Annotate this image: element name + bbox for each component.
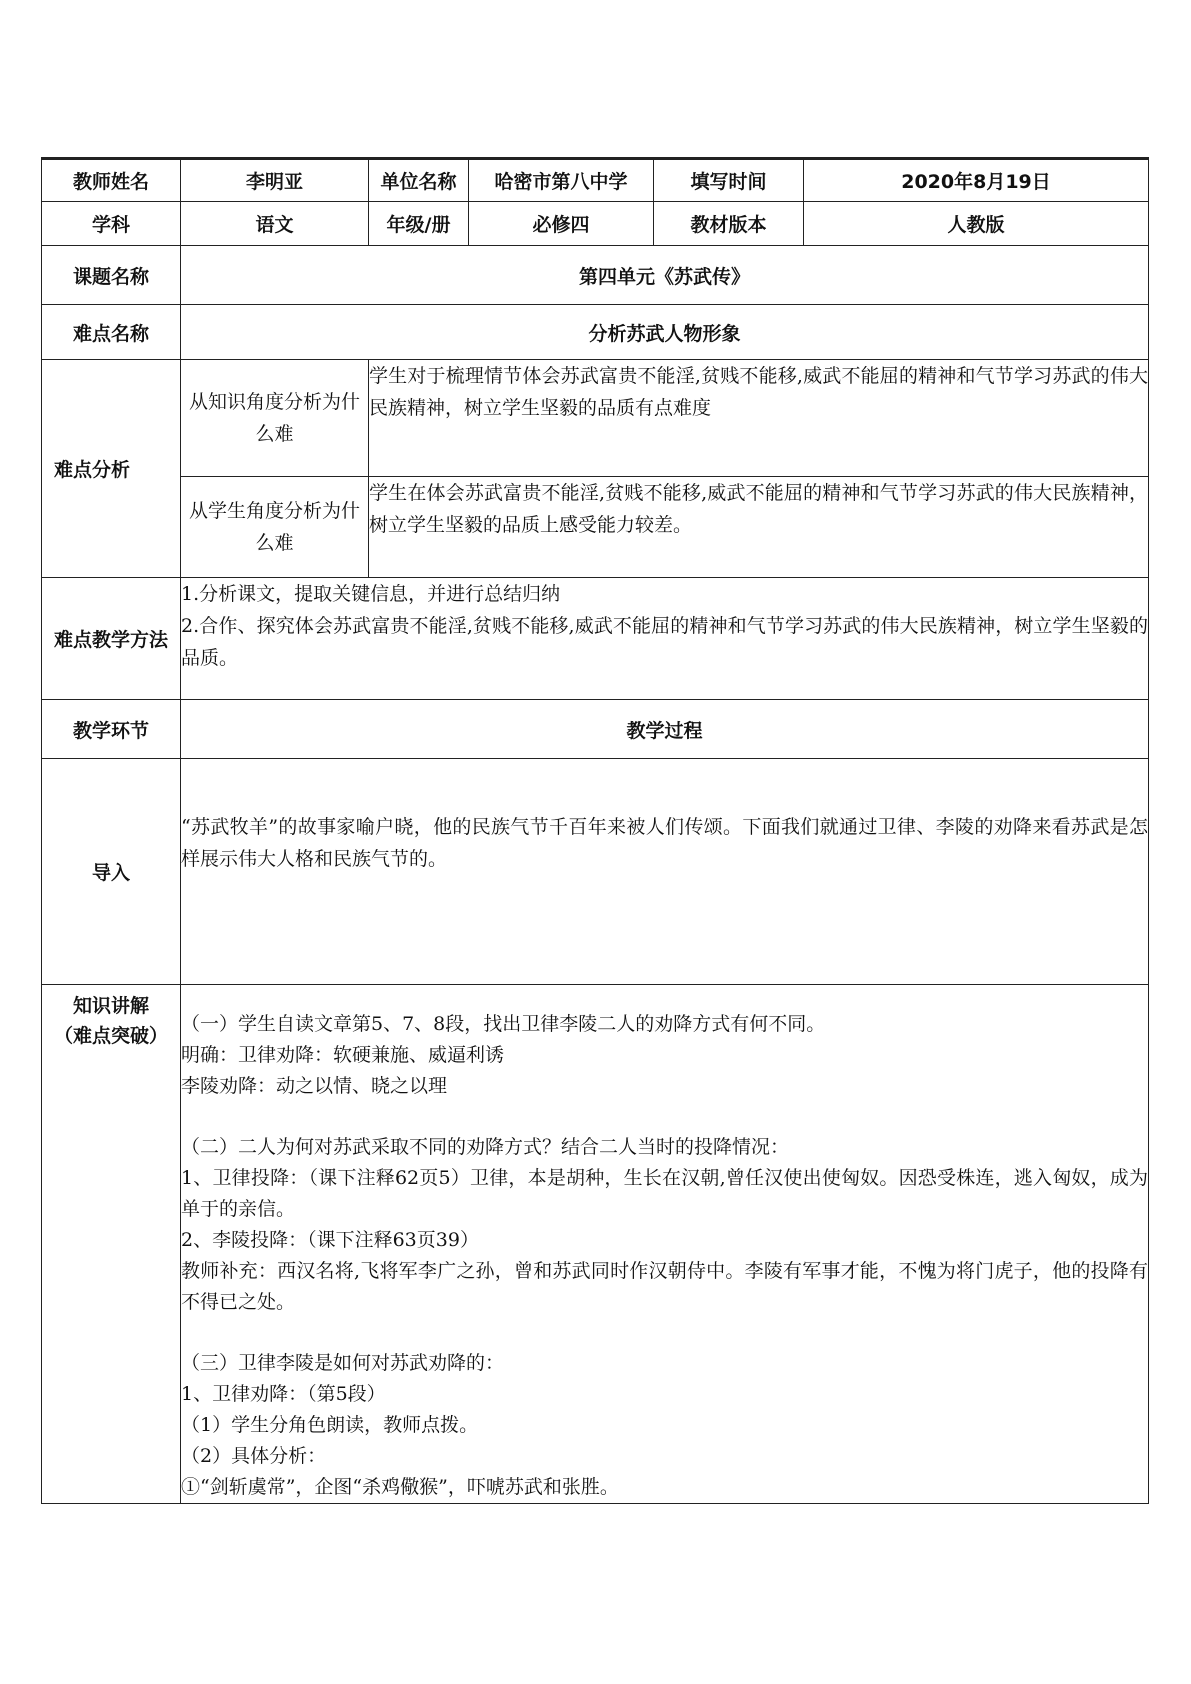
grade-label: 年级/册 — [369, 202, 469, 246]
knowledge-spacer-2 — [181, 1318, 1148, 1348]
lesson-plan-table — [41, 157, 1149, 1504]
fill-time-label: 填写时间 — [654, 159, 804, 202]
knowledge-label — [42, 985, 181, 1504]
knowledge-text — [181, 985, 1149, 1504]
knowledge-line-6: 1、卫律投降：（课下注释62页5）卫律，本是胡种，生长在汉朝,曾任汉使出使匈奴。因恐受株连，逃入匈奴，成为单于的亲信。 — [181, 1167, 1148, 1220]
teacher-name-value: 李明亚 — [181, 159, 369, 202]
topic-label: 课题名称 — [42, 246, 181, 305]
edition-value: 人教版 — [804, 202, 1149, 246]
methods-text — [181, 578, 1149, 700]
knowledge-angle-text: 学生对于梳理情节体会苏武富贵不能淫,贫贱不能移,威武不能屈的精神和气节学习苏武的伟大民族精神，树立学生坚毅的品质有点难度 — [369, 360, 1149, 477]
knowledge-line-7: 2、李陵投降：（课下注释63页39） — [181, 1229, 479, 1251]
methods-line-2: 2.合作、探究体会苏武富贵不能淫,贫贱不能移,威武不能屈的精神和气节学习苏武的伟大民族精神，树立学生坚毅的品质。 — [181, 615, 1148, 669]
knowledge-line-1: （一）学生自读文章第5、7、8段，找出卫律李陵二人的劝降方式有何不同。 — [181, 1013, 826, 1035]
stage-header-label: 教学环节 — [42, 700, 181, 759]
intro-row — [42, 759, 1149, 985]
process-header-label: 教学过程 — [181, 700, 1149, 759]
knowledge-spacer-1 — [181, 1102, 1148, 1132]
knowledge-line-12: （1）学生分角色朗读，教师点拨。 — [181, 1414, 479, 1436]
process-header-row — [42, 700, 1149, 759]
student-angle-text: 学生在体会苏武富贵不能淫,贫贱不能移,威武不能屈的精神和气节学习苏武的伟大民族精神，树立学生坚毅的品质上感受能力较差。 — [369, 477, 1149, 578]
topic-row — [42, 246, 1149, 305]
knowledge-line-3: 李陵劝降：动之以情、晓之以理 — [181, 1075, 448, 1097]
teacher-name-label: 教师姓名 — [42, 159, 181, 202]
unit-name-label: 单位名称 — [369, 159, 469, 202]
knowledge-label-line-1: 知识讲解 — [72, 995, 149, 1017]
header-row-1 — [42, 159, 1149, 202]
methods-label: 难点教学方法 — [42, 578, 181, 700]
intro-label: 导入 — [42, 759, 181, 985]
header-row-2 — [42, 202, 1149, 246]
knowledge-line-8: 教师补充：西汉名将,飞将军李广之孙，曾和苏武同时作汉朝侍中。李陵有军事才能，不愧为将门虎子，他的投降有不得已之处。 — [181, 1260, 1148, 1313]
edition-label: 教材版本 — [654, 202, 804, 246]
knowledge-angle-label: 从知识角度分析为什么难 — [181, 360, 369, 477]
topic-value: 第四单元《苏武传》 — [181, 246, 1149, 305]
unit-name-value: 哈密市第八中学 — [469, 159, 654, 202]
methods-line-1: 1.分析课文，提取关键信息，并进行总结归纳 — [181, 583, 561, 605]
analysis-label: 难点分析 — [42, 360, 181, 578]
knowledge-line-13: （2）具体分析： — [181, 1445, 327, 1467]
methods-row — [42, 578, 1149, 700]
intro-text: “苏武牧羊”的故事家喻户晓，他的民族气节千百年来被人们传颂。下面我们就通过卫律、李陵的劝降来看苏武是怎样展示伟大人格和民族气节的。 — [181, 759, 1149, 985]
student-angle-label: 从学生角度分析为什么难 — [181, 477, 369, 578]
fill-time-value: 2020年8月19日 — [804, 159, 1149, 202]
subject-label: 学科 — [42, 202, 181, 246]
subject-value: 语文 — [181, 202, 369, 246]
difficulty-value: 分析苏武人物形象 — [181, 305, 1149, 360]
knowledge-row — [42, 985, 1149, 1504]
difficulty-label: 难点名称 — [42, 305, 181, 360]
knowledge-line-14: ①“剑斩虞常”，企图“杀鸡儆猴”，吓唬苏武和张胜。 — [181, 1476, 619, 1498]
knowledge-line-11: 1、卫律劝降：（第5段） — [181, 1383, 386, 1405]
knowledge-line-2: 明确：卫律劝降：软硬兼施、威逼利诱 — [181, 1044, 505, 1066]
analysis-knowledge-row — [42, 360, 1149, 477]
analysis-student-row — [42, 477, 1149, 578]
knowledge-line-10: （三）卫律李陵是如何对苏武劝降的： — [181, 1352, 505, 1374]
grade-value: 必修四 — [469, 202, 654, 246]
knowledge-label-line-2: （难点突破） — [53, 1025, 168, 1047]
knowledge-line-5: （二）二人为何对苏武采取不同的劝降方式？结合二人当时的投降情况： — [181, 1136, 790, 1158]
difficulty-row — [42, 305, 1149, 360]
